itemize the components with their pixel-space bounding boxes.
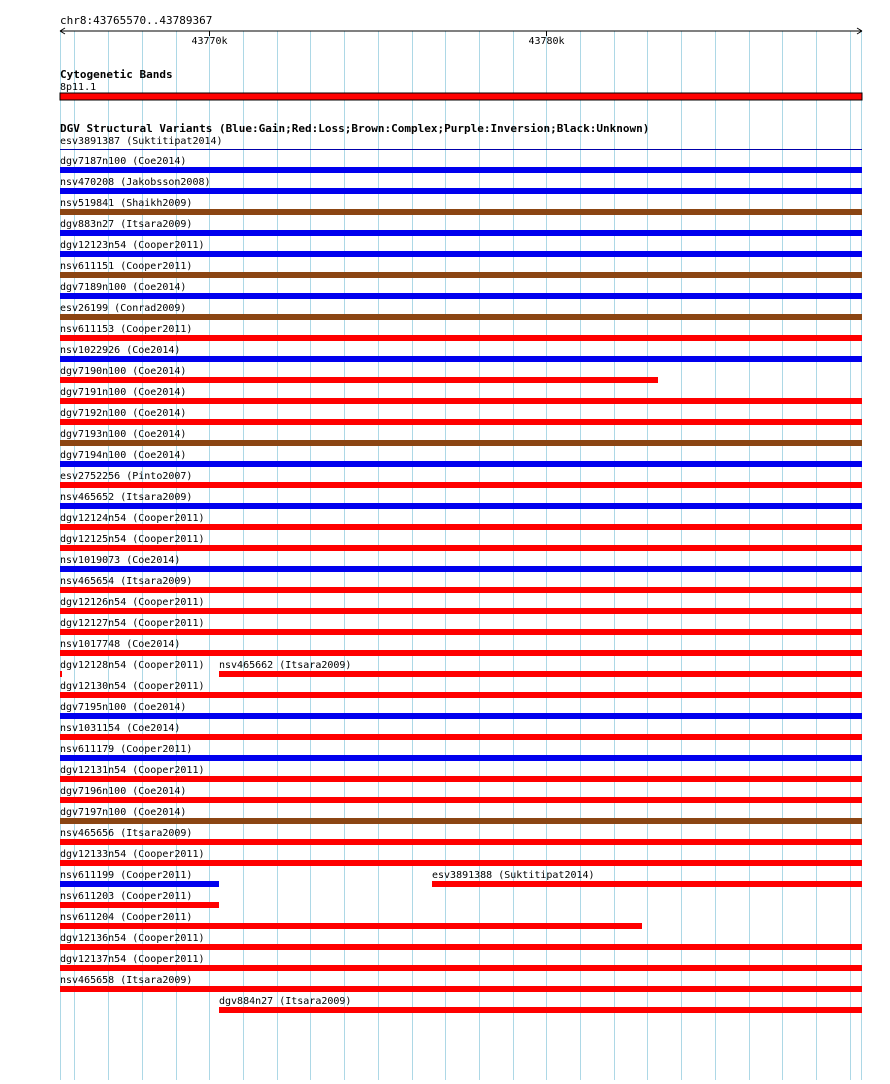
dgv-feature-bar[interactable] <box>60 881 219 887</box>
dgv-feature-label[interactable]: dgv7189n100 (Coe2014) <box>60 282 187 293</box>
dgv-feature-label[interactable]: nsv611179 (Cooper2011) <box>60 744 193 755</box>
dgv-feature-bar[interactable] <box>60 797 862 803</box>
dgv-feature[interactable] <box>60 492 862 509</box>
dgv-feature[interactable] <box>60 282 862 299</box>
dgv-feature-label[interactable]: dgv12123n54 (Cooper2011) <box>60 240 205 251</box>
dgv-feature-bar[interactable] <box>60 209 862 215</box>
dgv-feature[interactable] <box>60 261 862 278</box>
dgv-header-feature-label[interactable]: esv3891387 (Suktitipat2014) <box>60 136 223 147</box>
dgv-feature[interactable] <box>60 387 862 404</box>
dgv-structural-variants-track[interactable] <box>60 122 862 1013</box>
dgv-feature[interactable] <box>60 471 862 488</box>
dgv-feature[interactable] <box>60 240 862 257</box>
dgv-feature[interactable] <box>60 828 862 845</box>
dgv-feature-bar[interactable] <box>60 608 862 614</box>
dgv-feature-label[interactable]: dgv7190n100 (Coe2014) <box>60 366 187 377</box>
dgv-feature-bar[interactable] <box>60 272 862 278</box>
dgv-track-title: DGV Structural Variants (Blue:Gain;Red:Loss;Brown:Complex;Purple:Inversion;Black:Unknown) <box>60 122 650 135</box>
dgv-feature-bar[interactable] <box>60 902 219 908</box>
dgv-feature-bar[interactable] <box>60 671 62 677</box>
dgv-feature-bar[interactable] <box>60 566 862 572</box>
dgv-feature-label[interactable]: dgv7196n100 (Coe2014) <box>60 786 187 797</box>
dgv-feature-bar[interactable] <box>60 377 658 383</box>
dgv-feature[interactable] <box>60 450 862 467</box>
dgv-feature-label[interactable]: esv2752256 (Pinto2007) <box>60 471 193 482</box>
dgv-feature-label[interactable]: dgv12125n54 (Cooper2011) <box>60 534 205 545</box>
dgv-feature-rows <box>60 156 862 1013</box>
dgv-feature-bar[interactable] <box>60 755 862 761</box>
dgv-feature-label[interactable]: dgv883n27 (Itsara2009) <box>60 219 193 230</box>
dgv-feature-bar[interactable] <box>432 881 862 887</box>
dgv-feature-bar[interactable] <box>60 629 862 635</box>
dgv-feature[interactable] <box>60 576 862 593</box>
dgv-feature[interactable] <box>60 345 862 362</box>
dgv-feature[interactable] <box>60 933 862 950</box>
dgv-feature-label[interactable]: dgv12137n54 (Cooper2011) <box>60 954 205 965</box>
dgv-feature-label[interactable]: nsv1019073 (Coe2014) <box>60 555 181 566</box>
cytoband-8p11-1[interactable] <box>60 93 862 100</box>
dgv-feature[interactable] <box>60 912 642 929</box>
dgv-feature-label[interactable]: dgv7197n100 (Coe2014) <box>60 807 187 818</box>
dgv-feature-label[interactable]: dgv12133n54 (Cooper2011) <box>60 849 205 860</box>
dgv-feature[interactable] <box>60 786 862 803</box>
dgv-feature-bar[interactable] <box>60 986 862 992</box>
dgv-feature-bar[interactable] <box>60 356 862 362</box>
dgv-feature[interactable] <box>60 408 862 425</box>
dgv-feature[interactable] <box>60 723 862 740</box>
dgv-feature-label[interactable]: nsv465652 (Itsara2009) <box>60 492 193 503</box>
dgv-feature-label[interactable]: dgv12126n54 (Cooper2011) <box>60 597 205 608</box>
dgv-feature-bar[interactable] <box>60 818 862 824</box>
dgv-feature-label[interactable]: dgv7194n100 (Coe2014) <box>60 450 187 461</box>
dgv-feature-bar[interactable] <box>60 419 862 425</box>
dgv-feature[interactable] <box>60 891 219 908</box>
dgv-feature[interactable] <box>60 681 862 698</box>
dgv-feature-label[interactable]: nsv611153 (Cooper2011) <box>60 324 193 335</box>
dgv-feature-bar[interactable] <box>60 944 862 950</box>
dgv-feature-label[interactable]: nsv1022926 (Coe2014) <box>60 345 181 356</box>
dgv-feature-bar[interactable] <box>60 839 862 845</box>
dgv-feature-bar[interactable] <box>60 503 862 509</box>
dgv-feature[interactable] <box>60 639 862 656</box>
dgv-feature-bar[interactable] <box>60 965 862 971</box>
ruler[interactable] <box>60 14 862 47</box>
dgv-feature-label[interactable]: nsv1031154 (Coe2014) <box>60 723 181 734</box>
dgv-feature-label[interactable]: nsv611203 (Cooper2011) <box>60 891 193 902</box>
dgv-feature[interactable] <box>219 660 862 677</box>
dgv-feature-label[interactable]: dgv7191n100 (Coe2014) <box>60 387 187 398</box>
dgv-feature-bar[interactable] <box>60 461 862 467</box>
dgv-feature-bar[interactable] <box>219 671 862 677</box>
dgv-feature-bar[interactable] <box>60 188 862 194</box>
dgv-feature[interactable] <box>60 198 862 215</box>
dgv-feature[interactable] <box>60 324 862 341</box>
dgv-feature-label[interactable]: dgv884n27 (Itsara2009) <box>219 996 352 1007</box>
dgv-feature-label[interactable]: nsv465662 (Itsara2009) <box>219 660 352 671</box>
dgv-feature[interactable] <box>60 429 862 446</box>
dgv-feature[interactable] <box>60 597 862 614</box>
dgv-feature-label[interactable]: nsv611204 (Cooper2011) <box>60 912 193 923</box>
dgv-feature-label[interactable]: dgv12128n54 (Cooper2011) <box>60 660 205 671</box>
dgv-feature[interactable] <box>60 534 862 551</box>
dgv-feature-bar[interactable] <box>60 251 862 257</box>
dgv-feature-label[interactable]: dgv7195n100 (Coe2014) <box>60 702 187 713</box>
dgv-feature-label[interactable]: nsv465658 (Itsara2009) <box>60 975 193 986</box>
dgv-feature-label[interactable]: nsv1017748 (Coe2014) <box>60 639 181 650</box>
dgv-feature-bar[interactable] <box>60 524 862 530</box>
dgv-feature-label[interactable]: dgv7193n100 (Coe2014) <box>60 429 187 440</box>
dgv-feature-bar[interactable] <box>60 587 862 593</box>
dgv-feature-bar[interactable] <box>60 335 862 341</box>
dgv-feature-bar[interactable] <box>60 293 862 299</box>
dgv-feature-label[interactable]: esv26199 (Conrad2009) <box>60 303 187 314</box>
dgv-feature-label[interactable]: nsv611151 (Cooper2011) <box>60 261 193 272</box>
dgv-feature[interactable] <box>60 156 862 173</box>
dgv-feature-label[interactable]: nsv519841 (Shaikh2009) <box>60 198 193 209</box>
dgv-feature[interactable] <box>60 513 862 530</box>
dgv-feature-bar[interactable] <box>60 692 862 698</box>
dgv-feature-bar[interactable] <box>60 650 862 656</box>
dgv-feature[interactable] <box>60 870 219 887</box>
dgv-feature-bar[interactable] <box>60 398 862 404</box>
dgv-feature-bar[interactable] <box>60 440 862 446</box>
dgv-feature-bar[interactable] <box>60 167 862 173</box>
dgv-feature[interactable] <box>60 975 862 992</box>
dgv-feature-label[interactable]: dgv12131n54 (Cooper2011) <box>60 765 205 776</box>
dgv-feature[interactable] <box>60 219 862 236</box>
dgv-feature-label[interactable]: dgv7187n100 (Coe2014) <box>60 156 187 167</box>
dgv-feature[interactable] <box>219 996 862 1013</box>
dgv-feature-bar[interactable] <box>60 776 862 782</box>
dgv-feature-bar[interactable] <box>60 545 862 551</box>
dgv-feature[interactable] <box>60 177 862 194</box>
dgv-feature-label[interactable]: dgv7192n100 (Coe2014) <box>60 408 187 419</box>
dgv-feature[interactable] <box>60 303 862 320</box>
dgv-feature-label[interactable]: dgv12130n54 (Cooper2011) <box>60 681 205 692</box>
dgv-feature[interactable] <box>60 618 862 635</box>
ruler-tick-label: 43770k <box>191 36 228 47</box>
cytoband-label: 8p11.1 <box>60 82 97 93</box>
dgv-feature[interactable] <box>60 765 862 782</box>
dgv-feature[interactable] <box>60 660 205 677</box>
dgv-feature-bar[interactable] <box>60 860 862 866</box>
dgv-feature-bar[interactable] <box>219 1007 862 1013</box>
ruler-tick-label: 43780k <box>528 36 565 47</box>
dgv-feature-bar[interactable] <box>60 230 862 236</box>
dgv-feature-label[interactable]: nsv465654 (Itsara2009) <box>60 576 193 587</box>
dgv-feature-label[interactable]: nsv465656 (Itsara2009) <box>60 828 193 839</box>
ruler-range-label: chr8:43765570..43789367 <box>60 14 213 27</box>
dgv-feature-bar[interactable] <box>60 482 862 488</box>
dgv-feature[interactable] <box>60 807 862 824</box>
dgv-feature-label[interactable]: dgv12127n54 (Cooper2011) <box>60 618 205 629</box>
cytogenetic-bands-track[interactable] <box>60 68 862 100</box>
dgv-feature-bar[interactable] <box>60 713 862 719</box>
dgv-feature-bar[interactable] <box>60 923 642 929</box>
dgv-feature[interactable] <box>60 744 862 761</box>
dgv-feature[interactable] <box>60 555 862 572</box>
dgv-feature-label[interactable]: dgv12124n54 (Cooper2011) <box>60 513 205 524</box>
dgv-feature-bar[interactable] <box>60 314 862 320</box>
dgv-feature-bar[interactable] <box>60 734 862 740</box>
cytogenetic-bands-title: Cytogenetic Bands <box>60 68 173 81</box>
dgv-feature[interactable] <box>60 849 862 866</box>
dgv-feature[interactable] <box>60 702 862 719</box>
dgv-feature-label[interactable]: nsv611199 (Cooper2011) <box>60 870 193 881</box>
dgv-feature[interactable] <box>60 954 862 971</box>
dgv-feature[interactable] <box>60 366 658 383</box>
dgv-feature-label[interactable]: nsv470208 (Jakobsson2008) <box>60 177 211 188</box>
dgv-feature-label[interactable]: esv3891388 (Suktitipat2014) <box>432 870 595 881</box>
dgv-feature-label[interactable]: dgv12136n54 (Cooper2011) <box>60 933 205 944</box>
